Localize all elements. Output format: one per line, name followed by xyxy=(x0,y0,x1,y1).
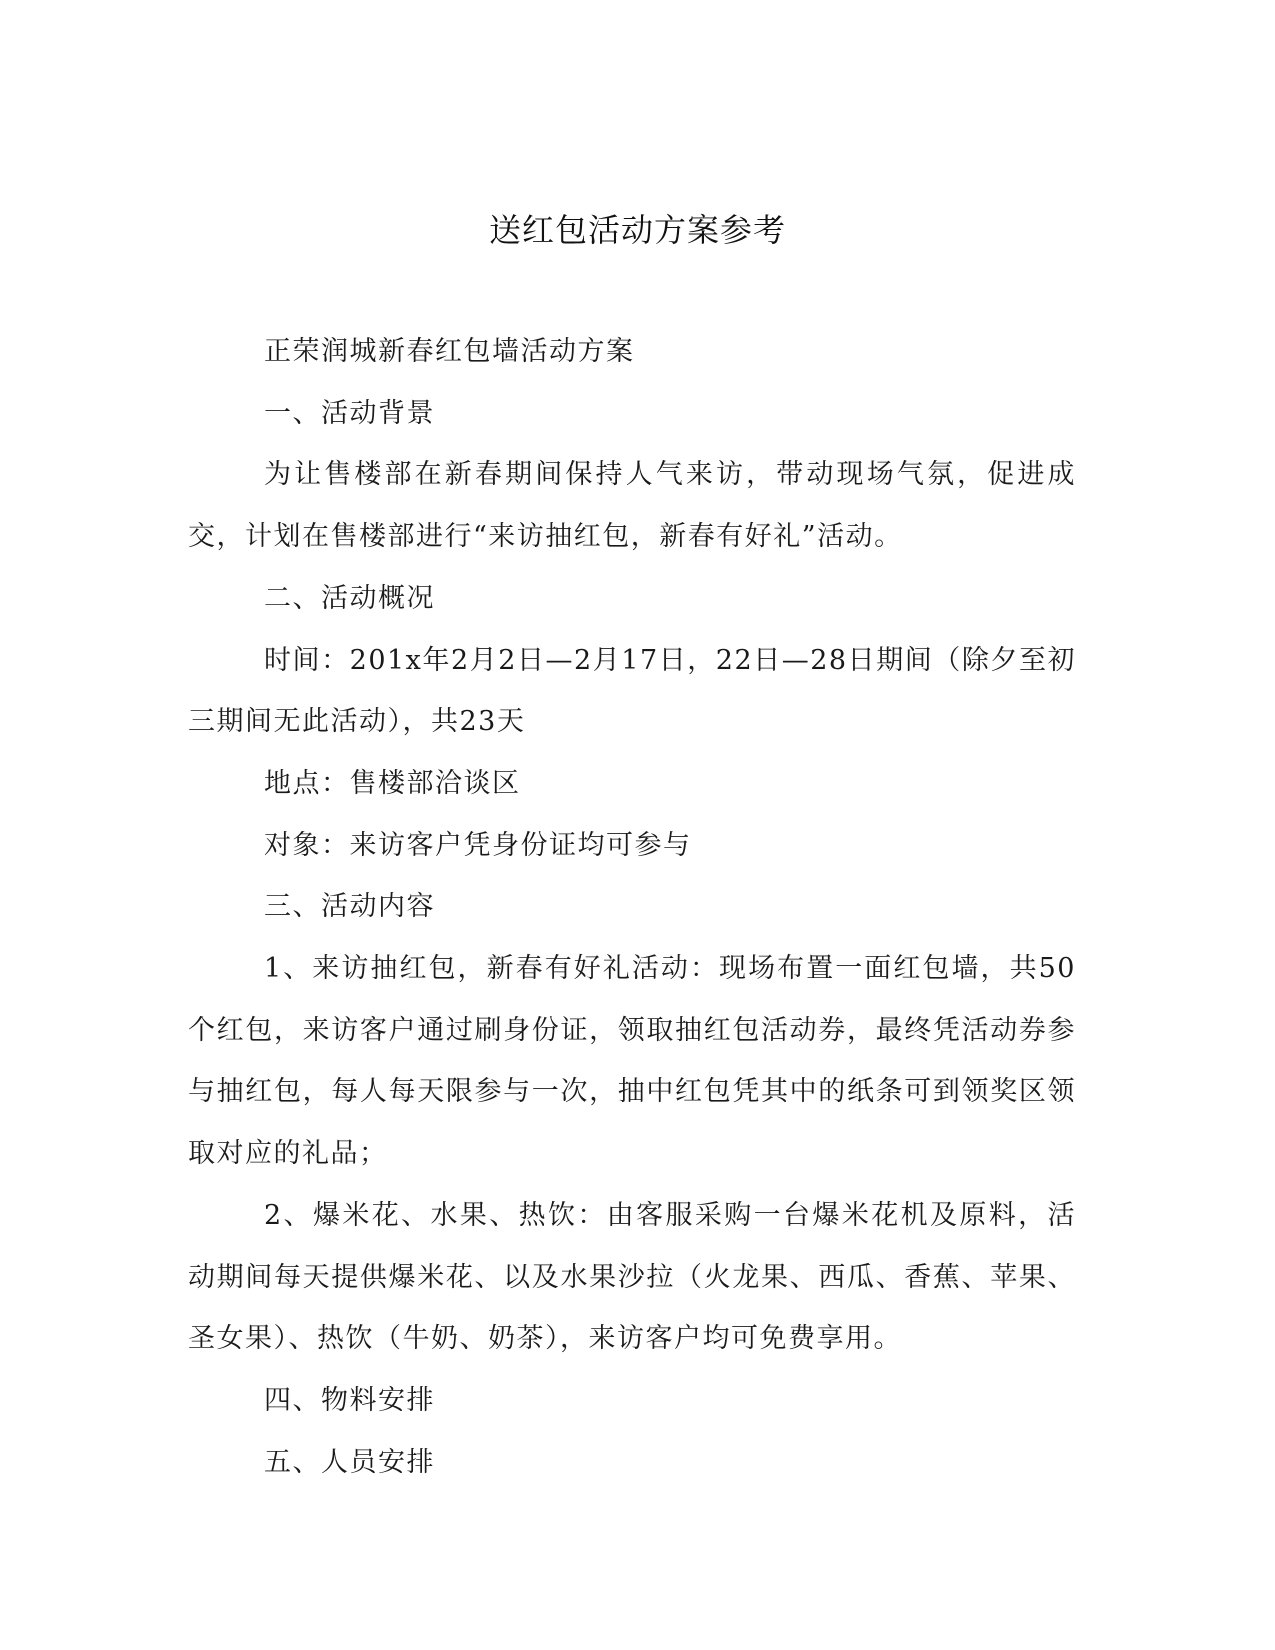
document-title: 送红包活动方案参考 xyxy=(488,211,786,249)
subtitle-paragraph: 正荣润城新春红包墙活动方案 xyxy=(264,336,635,367)
section-heading-content: 三、活动内容 xyxy=(264,891,435,923)
section-heading-materials: 四、物料安排 xyxy=(264,1384,435,1416)
section-heading-overview: 二、活动概况 xyxy=(264,582,435,614)
location-paragraph: 地点：售楼部洽谈区 xyxy=(264,767,521,799)
audience-paragraph: 对象：来访客户凭身份证均可参与 xyxy=(264,829,692,861)
background-paragraph: 为让售楼部在新春期间保持人气来访，带动现场气氛，促进成交，计划在售楼部进行“来访抽红包，新春有好礼”活动。 xyxy=(188,459,1076,553)
section-heading-staffing: 五、人员安排 xyxy=(264,1446,435,1478)
time-paragraph: 时间：201x年2月2日—2月17日，22日—28日期间（除夕至初三期间无此活动），共23天 xyxy=(188,644,1076,738)
content-item-2: 2、爆米花、水果、热饮：由客服采购一台爆米花机及原料，活动期间每天提供爆米花、以及水果沙拉（火龙果、西瓜、香蕉、苹果、圣女果）、热饮（牛奶、奶茶），来访客户均可免费享用。 xyxy=(188,1199,1076,1355)
document-body xyxy=(188,321,1076,1493)
content-item-1: 1、来访抽红包，新春有好礼活动：现场布置一面红包墙，共50个红包，来访客户通过刷身份证，领取抽红包活动券，最终凭活动券参与抽红包，每人每天限参与一次，抽中红包凭其中的纸条可到领奖区领取对应的礼品； xyxy=(188,953,1076,1170)
section-heading-background: 一、活动背景 xyxy=(264,397,435,429)
